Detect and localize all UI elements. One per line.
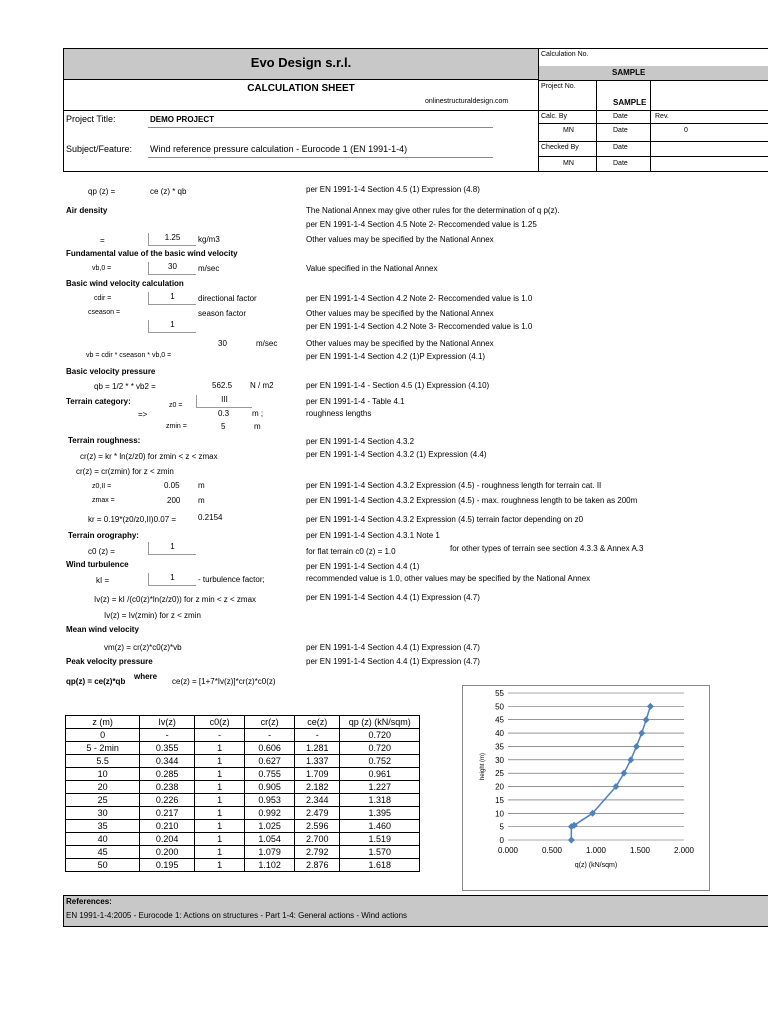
table-cell: 1 bbox=[195, 781, 245, 794]
fund-label: Fundamental value of the basic wind velocity bbox=[66, 249, 238, 258]
table-cell: 2.344 bbox=[295, 794, 340, 807]
table-cell: 0.961 bbox=[340, 768, 420, 781]
c0-other: for other types of terrain see section 4.3.3 & Annex A.3 bbox=[450, 544, 644, 553]
qb-formula: qb = 1/2 * * vb2 = bbox=[94, 382, 156, 391]
table-cell: 0.992 bbox=[245, 807, 295, 820]
rev-label: Rev. bbox=[655, 113, 669, 120]
table-cell: 1.337 bbox=[295, 755, 340, 768]
date-label-3: Date bbox=[613, 144, 628, 151]
y-tick-label: 55 bbox=[495, 689, 504, 698]
c0-ref: for flat terrain c0 (z) = 1.0 bbox=[306, 547, 396, 556]
website: onlinestructuraldesign.com bbox=[425, 98, 509, 105]
x-tick-label: 1.000 bbox=[585, 846, 607, 855]
cseason-desc: season factor bbox=[198, 309, 247, 318]
vb0-input[interactable]: 30 bbox=[148, 262, 196, 275]
x-axis-label: q(z) (kN/sqm) bbox=[574, 862, 618, 869]
ki-ref: recommended value is 1.0, other values may be specified by the National Annex bbox=[306, 574, 591, 583]
rho-note: per EN 1991-1-4 Section 4.5 Note 2- Reccomended value is 1.25 bbox=[306, 220, 537, 229]
kr-formula: kr = 0.19*(z0/z0,II)0.07 = bbox=[88, 515, 177, 524]
table-cell: 0.226 bbox=[140, 794, 195, 807]
project-no-label: Project No. bbox=[541, 83, 576, 90]
y-tick-label: 10 bbox=[495, 809, 504, 819]
table-cell: 1.318 bbox=[340, 794, 420, 807]
table-cell: 1 bbox=[195, 859, 245, 872]
table-cell: 50 bbox=[66, 859, 140, 872]
table-cell: 1.102 bbox=[245, 859, 295, 872]
y-tick-label: 35 bbox=[495, 742, 504, 752]
results-table bbox=[65, 715, 420, 872]
table-cell: 0.344 bbox=[140, 755, 195, 768]
qp-ref: per EN 1991-1-4 Section 4.5 (1) Expression (4.8) bbox=[306, 185, 480, 194]
table-row bbox=[66, 729, 420, 742]
rho-other: Other values may be specified by the National Annex bbox=[306, 235, 494, 244]
cr-formula: cr(z) = kr * ln(z/z0) for zmin < z < zmax bbox=[80, 452, 218, 461]
table-cell: - bbox=[140, 729, 195, 742]
zmax-ref: per EN 1991-1-4 Section 4.3.2 Expression (4.5) - max. roughness length to be taken as 200m bbox=[306, 496, 638, 505]
data-point bbox=[568, 837, 575, 844]
qb-value: 562.5 bbox=[212, 381, 233, 390]
where: where bbox=[134, 672, 158, 681]
vm-formula: vm(z) = cr(z)*c0(z)*vb bbox=[104, 643, 182, 652]
table-cell: - bbox=[295, 729, 340, 742]
table-cell: 2.182 bbox=[295, 781, 340, 794]
date-label-2: Date bbox=[613, 127, 628, 134]
y-tick-label: 40 bbox=[495, 729, 504, 739]
table-cell: 2.479 bbox=[295, 807, 340, 820]
peak-ref: per EN 1991-1-4 Section 4.4 (1) Expression (4.7) bbox=[306, 657, 480, 666]
table-header: z (m) bbox=[66, 716, 140, 729]
table-cell: 5.5 bbox=[66, 755, 140, 768]
roughness-lengths: roughness lengths bbox=[306, 409, 372, 418]
cseason-ref: per EN 1991-1-4 Section 4.2 Note 3- Reccomended value is 1.0 bbox=[306, 322, 533, 331]
table-header: Iv(z) bbox=[140, 716, 195, 729]
table-cell: 25 bbox=[66, 794, 140, 807]
checked-by-label: Checked By bbox=[541, 144, 579, 151]
qb-ref: per EN 1991-1-4 - Section 4.5 (1) Expression (4.10) bbox=[306, 381, 490, 390]
iv-ref: per EN 1991-1-4 Section 4.4 (1) Expression (4.7) bbox=[306, 593, 480, 602]
table-cell: 0.752 bbox=[340, 755, 420, 768]
basic-label: Basic wind velocity calculation bbox=[66, 279, 184, 288]
x-tick-label: 0.500 bbox=[541, 846, 563, 855]
zmax-value: 200 bbox=[167, 496, 181, 505]
table-row bbox=[66, 768, 420, 781]
subject-value: Wind reference pressure calculation - Eurocode 1 (EN 1991-1-4) bbox=[150, 144, 408, 154]
data-point bbox=[647, 703, 654, 710]
kr-ref: per EN 1991-1-4 Section 4.3.2 Expression (4.5) terrain factor depending on z0 bbox=[306, 515, 584, 524]
table-cell: 2.792 bbox=[295, 846, 340, 859]
zmax-unit: m bbox=[198, 496, 205, 505]
table-cell: 0.606 bbox=[245, 742, 295, 755]
c0-input[interactable]: 1 bbox=[148, 542, 196, 555]
table-row bbox=[66, 742, 420, 755]
table-cell: 1 bbox=[195, 833, 245, 846]
table-row bbox=[66, 833, 420, 846]
table-cell: 40 bbox=[66, 833, 140, 846]
date-label-4: Date bbox=[613, 160, 628, 167]
table-cell: 1.709 bbox=[295, 768, 340, 781]
y-tick-label: 30 bbox=[495, 755, 504, 765]
vb-other: Other values may be specified by the National Annex bbox=[306, 339, 494, 348]
arrow: => bbox=[138, 410, 148, 419]
table-cell: 10 bbox=[66, 768, 140, 781]
z0-value: 0.3 bbox=[218, 409, 230, 418]
qp-formula: qp (z) = bbox=[88, 187, 116, 196]
z0II-unit: m bbox=[198, 481, 205, 490]
y-tick-label: 15 bbox=[495, 795, 504, 805]
y-tick-label: 5 bbox=[499, 822, 504, 832]
vb-unit: m/sec bbox=[256, 339, 278, 348]
table-header: ce(z) bbox=[295, 716, 340, 729]
cdir-input[interactable]: 1 bbox=[148, 292, 196, 305]
table-cell: 0.905 bbox=[245, 781, 295, 794]
iv-formula: Iv(z) = kI /(c0(z)*ln(z/z0)) for z min < z < zmax bbox=[94, 595, 257, 604]
x-tick-label: 1.500 bbox=[629, 846, 651, 855]
table-row bbox=[66, 820, 420, 833]
date-label-1: Date bbox=[613, 113, 628, 120]
table-cell: 0.195 bbox=[140, 859, 195, 872]
table-cell: 1 bbox=[195, 820, 245, 833]
data-point bbox=[638, 730, 645, 737]
table-cell: 1.570 bbox=[340, 846, 420, 859]
table-cell: 0.217 bbox=[140, 807, 195, 820]
table-cell: 35 bbox=[66, 820, 140, 833]
data-point bbox=[633, 743, 640, 750]
terrain-ref: per EN 1991-1-4 - Table 4.1 bbox=[306, 397, 405, 406]
table-header: cr(z) bbox=[245, 716, 295, 729]
table-cell: 0.627 bbox=[245, 755, 295, 768]
turb-label: Wind turbulence bbox=[66, 560, 129, 569]
table-row bbox=[66, 781, 420, 794]
vb-formula: vb = cdir * cseason * vb,0 = bbox=[86, 352, 172, 359]
q-height-chart bbox=[462, 685, 710, 891]
table-cell: 1 bbox=[195, 846, 245, 859]
table-row bbox=[66, 859, 420, 872]
table-cell: 0.238 bbox=[140, 781, 195, 794]
table-cell: 1.025 bbox=[245, 820, 295, 833]
vb0-note: Value specified in the National Annex bbox=[306, 264, 438, 273]
iv-formula2: Iv(z) = Iv(zmin) for z < zmin bbox=[104, 611, 201, 620]
cdir-label: cdir = bbox=[94, 295, 112, 302]
cdir-desc: directional factor bbox=[198, 294, 257, 303]
y-tick-label: 50 bbox=[495, 702, 504, 712]
rho-unit: kg/m3 bbox=[198, 235, 220, 244]
reference-1: EN 1991-1-4:2005 - Eurocode 1: Actions on structures - Part 1-4: General actions - Wind actions bbox=[66, 911, 408, 920]
table-row bbox=[66, 846, 420, 859]
table-cell: 1 bbox=[195, 742, 245, 755]
table-row bbox=[66, 794, 420, 807]
table-cell: 1.079 bbox=[245, 846, 295, 859]
sheet-title: CALCULATION SHEET bbox=[247, 83, 355, 94]
table-cell: 1.395 bbox=[340, 807, 420, 820]
y-axis-label: height (m) bbox=[480, 752, 486, 781]
table-cell: 1.227 bbox=[340, 781, 420, 794]
y-tick-label: 45 bbox=[495, 715, 504, 725]
x-tick-label: 0.000 bbox=[497, 846, 519, 855]
orography: Terrain orography: bbox=[68, 531, 139, 540]
zmax-label: zmax = bbox=[92, 497, 115, 504]
zmin-unit: m bbox=[254, 422, 261, 431]
tr-ref: per EN 1991-1-4 Section 4.3.2 bbox=[306, 437, 415, 446]
calc-by-value: MN bbox=[563, 127, 574, 134]
table-cell: 0.355 bbox=[140, 742, 195, 755]
vb-value: 30 bbox=[218, 339, 227, 348]
table-cell: 5 - 2min bbox=[66, 742, 140, 755]
qp-final: qp(z) = ce(z)*qb bbox=[66, 677, 126, 686]
zmin-value: 5 bbox=[221, 422, 226, 431]
table-cell: 1 bbox=[195, 768, 245, 781]
mean-label: Mean wind velocity bbox=[66, 625, 139, 634]
table-header: qp (z) (kN/sqm) bbox=[340, 716, 420, 729]
oro-ref: per EN 1991-1-4 Section 4.3.1 Note 1 bbox=[306, 531, 440, 540]
kr-value: 0.2154 bbox=[198, 513, 223, 522]
rho-input[interactable]: 1.25 bbox=[148, 233, 196, 246]
table-header: c0(z) bbox=[195, 716, 245, 729]
table-cell: 0.204 bbox=[140, 833, 195, 846]
checked-by-value: MN bbox=[563, 160, 574, 167]
table-cell: 0.720 bbox=[340, 742, 420, 755]
table-cell: 30 bbox=[66, 807, 140, 820]
zmin-label: zmin = bbox=[166, 423, 187, 430]
calc-by-label: Calc. By bbox=[541, 113, 568, 120]
ce-formula: ce(z) = [1+7*Iv(z)]*cr(z)*c0(z) bbox=[172, 677, 276, 686]
data-point bbox=[620, 770, 627, 777]
rev-value: 0 bbox=[684, 127, 688, 134]
table-cell: 0.720 bbox=[340, 729, 420, 742]
y-tick-label: 20 bbox=[495, 782, 504, 792]
subject-label: Subject/Feature: bbox=[66, 144, 133, 154]
x-tick-label: 2.000 bbox=[673, 846, 695, 855]
project-no-value: SAMPLE bbox=[613, 98, 647, 107]
table-cell: 0.200 bbox=[140, 846, 195, 859]
z0II-label: z0,II = bbox=[92, 483, 112, 490]
y-tick-label: 0 bbox=[499, 836, 504, 845]
table-cell: 1.281 bbox=[295, 742, 340, 755]
table-row bbox=[66, 807, 420, 820]
peak-label: Peak velocity pressure bbox=[66, 657, 153, 666]
terrain-rough: Terrain roughness: bbox=[68, 436, 141, 445]
table-cell: 1.618 bbox=[340, 859, 420, 872]
calc-no-label: Calculation No. bbox=[541, 51, 589, 58]
z0-unit: m ; bbox=[252, 409, 264, 418]
table-cell: 1.519 bbox=[340, 833, 420, 846]
table-cell: - bbox=[245, 729, 295, 742]
company-name: Evo Design s.r.l. bbox=[250, 55, 352, 70]
vb0-label: vb,0 = bbox=[92, 265, 112, 272]
terrain-input[interactable]: III bbox=[196, 395, 252, 408]
table-row bbox=[66, 755, 420, 768]
vb0-unit: m/sec bbox=[198, 264, 220, 273]
table-cell: - bbox=[195, 729, 245, 742]
project-title-label: Project Title: bbox=[66, 114, 116, 124]
table-cell: 1 bbox=[195, 807, 245, 820]
cseason-input[interactable]: 1 bbox=[148, 320, 196, 333]
cr-ref: per EN 1991-1-4 Section 4.3.2 (1) Expression (4.4) bbox=[306, 450, 487, 459]
ki-desc: - turbulence factor; bbox=[198, 575, 265, 584]
vb-ref: per EN 1991-1-4 Section 4.2 (1)P Expression (4.1) bbox=[306, 352, 486, 361]
turb-ref: per EN 1991-1-4 Section 4.4 (1) bbox=[306, 562, 420, 571]
references-label: References: bbox=[66, 897, 112, 906]
table-cell: 1.054 bbox=[245, 833, 295, 846]
rho-eq: = bbox=[100, 236, 105, 245]
table-cell: 0.210 bbox=[140, 820, 195, 833]
table-cell: 0.285 bbox=[140, 768, 195, 781]
qb-unit: N / m2 bbox=[250, 381, 274, 390]
terrain-cat: Terrain category: bbox=[66, 397, 131, 406]
ki-label: kI = bbox=[96, 576, 110, 585]
table-cell: 1.460 bbox=[340, 820, 420, 833]
table-cell: 20 bbox=[66, 781, 140, 794]
data-point bbox=[643, 716, 650, 723]
data-point bbox=[627, 756, 634, 763]
bvp-label: Basic velocity pressure bbox=[66, 367, 156, 376]
cr-formula2: cr(z) = cr(zmin) for z < zmin bbox=[76, 467, 174, 476]
z0II-value: 0.05 bbox=[164, 481, 180, 490]
table-cell: 0.755 bbox=[245, 768, 295, 781]
table-cell: 2.700 bbox=[295, 833, 340, 846]
table-cell: 2.596 bbox=[295, 820, 340, 833]
cseason-other: Other values may be specified by the National Annex bbox=[306, 309, 494, 318]
na-note: The National Annex may give other rules for the determination of q p(z). bbox=[306, 206, 560, 215]
table-cell: 2.876 bbox=[295, 859, 340, 872]
table-cell: 1 bbox=[195, 755, 245, 768]
z0-label: z0 = bbox=[169, 402, 183, 409]
air-density: Air density bbox=[66, 206, 108, 215]
cseason-label: cseason = bbox=[88, 309, 121, 316]
project-title-value: DEMO PROJECT bbox=[150, 115, 215, 124]
table-cell: 0.953 bbox=[245, 794, 295, 807]
table-cell: 0 bbox=[66, 729, 140, 742]
qp-formula-rhs: ce (z) * qb bbox=[150, 187, 187, 196]
table-cell: 1 bbox=[195, 794, 245, 807]
calc-no-value: SAMPLE bbox=[612, 68, 646, 77]
c0-label: c0 (z) = bbox=[88, 547, 115, 556]
z0II-ref: per EN 1991-1-4 Section 4.3.2 Expression (4.5) - roughness length for terrain cat. II bbox=[306, 481, 602, 490]
y-tick-label: 25 bbox=[495, 769, 504, 779]
cdir-ref: per EN 1991-1-4 Section 4.2 Note 2- Reccomended value is 1.0 bbox=[306, 294, 533, 303]
ki-input[interactable]: 1 bbox=[148, 573, 196, 586]
table-cell: 45 bbox=[66, 846, 140, 859]
vm-ref: per EN 1991-1-4 Section 4.4 (1) Expression (4.7) bbox=[306, 643, 480, 652]
